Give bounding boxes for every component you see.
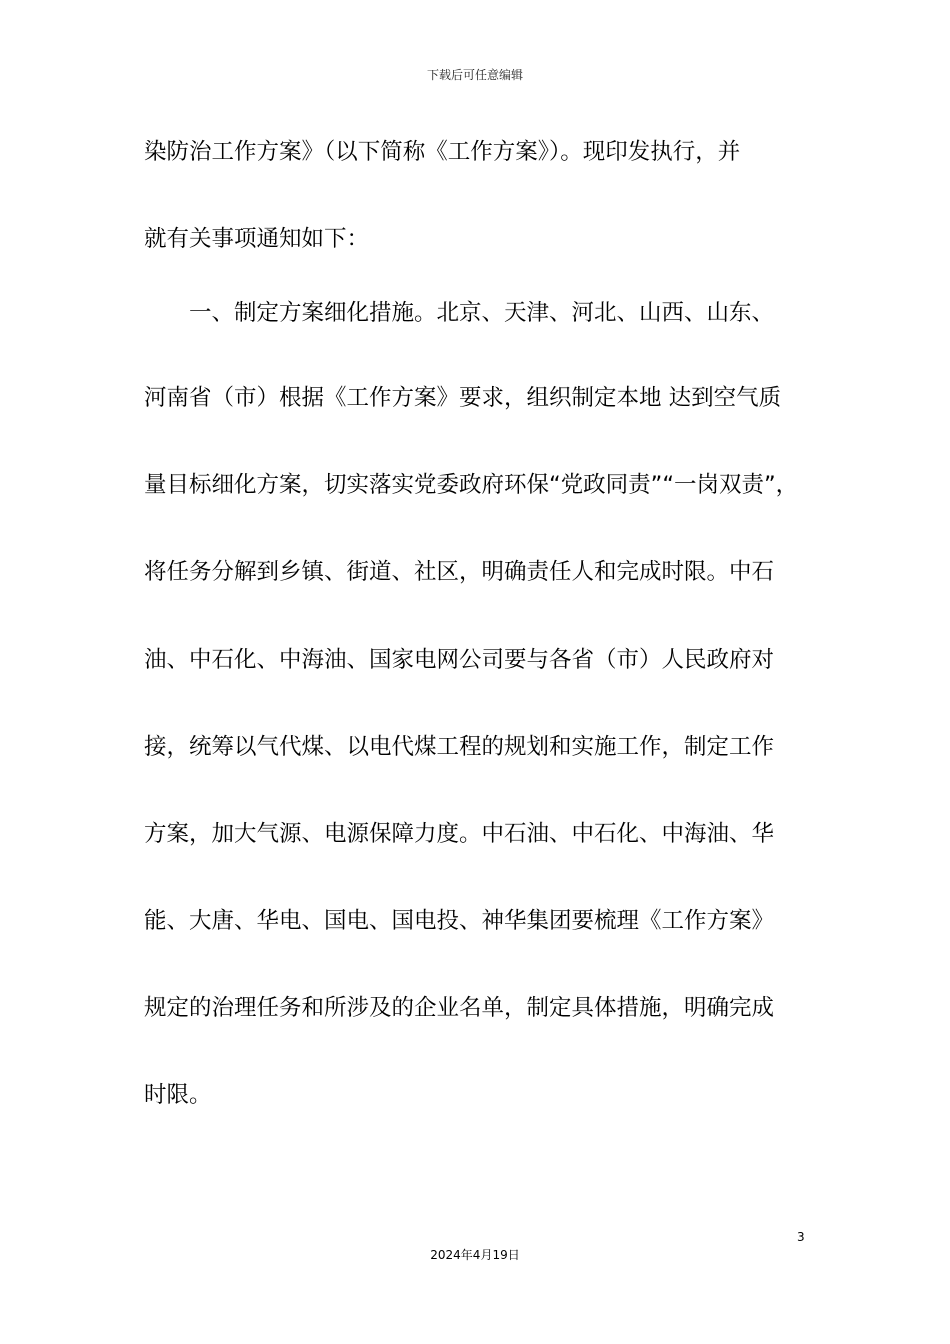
body-line-8: 接，统筹以气代煤、以电代煤工程的规划和实施工作，制定工作: [144, 734, 775, 760]
page-header-note: 下载后可任意编辑: [426, 68, 523, 82]
body-line-7: 油、中石化、中海油、国家电网公司要与各省（市）人民政府对: [144, 647, 775, 673]
body-line-9: 方案，加大气源、电源保障力度。中石油、中石化、中海油、华: [144, 821, 775, 847]
body-line-11: 规定的治理任务和所涉及的企业名单，制定具体措施，明确完成: [144, 995, 775, 1021]
body-line-1: 染防治工作方案》（以下简称《工作方案》）。现印发执行，并: [144, 139, 741, 165]
page-number: 3: [797, 1230, 805, 1244]
body-line-10: 能、大唐、华电、国电、国电投、神华集团要梳理《工作方案》: [144, 908, 775, 934]
body-line-5: 量目标细化方案，切实落实党委政府环保“党政同责”“一岗双责”，: [144, 472, 799, 498]
body-line-12: 时限。: [144, 1082, 212, 1108]
body-line-4: 河南省（市）根据《工作方案》要求，组织制定本地 达到空气质: [144, 385, 782, 411]
body-line-2: 就有关事项通知如下：: [144, 226, 370, 252]
body-line-3: 一、制定方案细化措施。北京、天津、河北、山西、山东、: [144, 300, 775, 326]
footer-date: 2024年4月19日: [430, 1248, 520, 1262]
body-line-6: 将任务分解到乡镇、街道、社区，明确责任人和完成时限。中石: [144, 559, 775, 585]
